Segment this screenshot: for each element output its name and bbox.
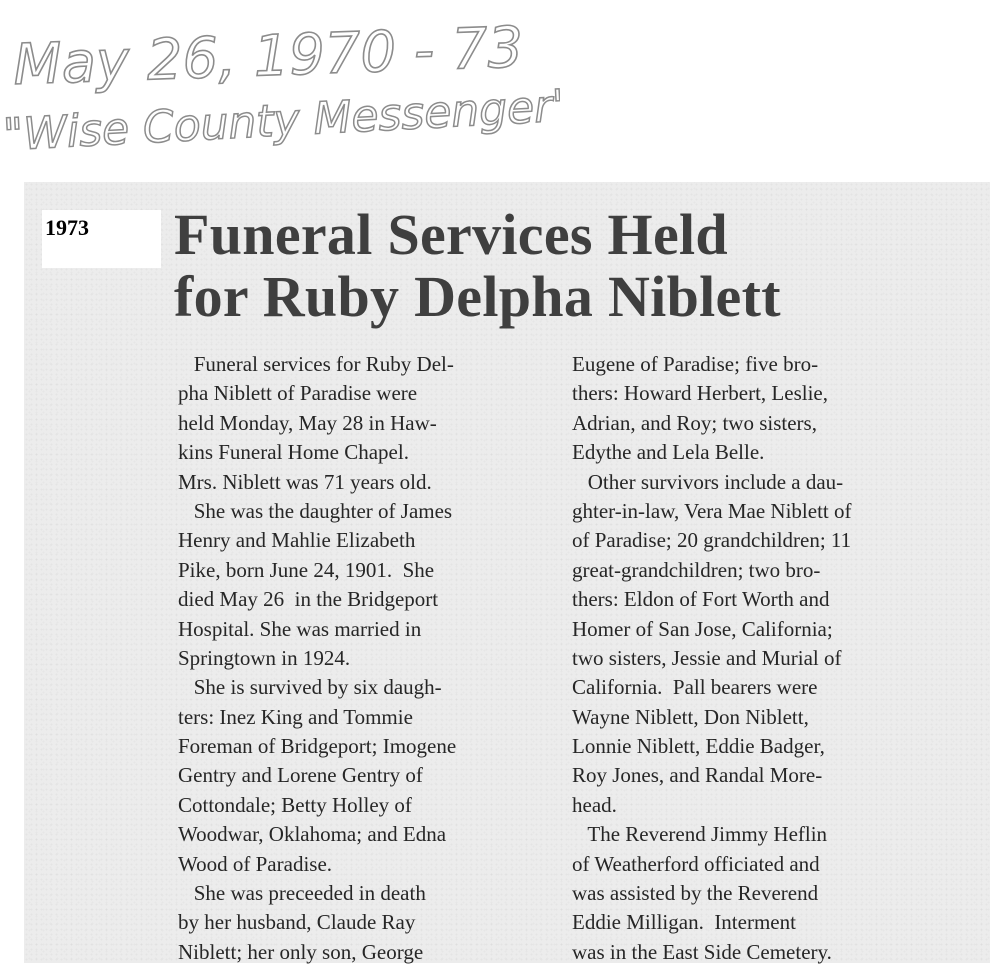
article-text-line: California. Pall bearers were (572, 675, 818, 700)
article-text-line: Springtown in 1924. (178, 645, 351, 670)
article-text-line: Wayne Niblett, Don Niblett, (572, 704, 809, 729)
article-text-line: Niblett; her only son, George (178, 939, 424, 964)
article-text-line: Lonnie Niblett, Eddie Badger, (572, 734, 825, 759)
article-text-line: Roy Jones, and Randal More- (572, 763, 823, 788)
article-text-line: thers: Eldon of Fort Worth and (572, 587, 830, 612)
article-text-line: held Monday, May 28 in Haw- (178, 410, 437, 435)
handwritten-date: May 26, 1970 - 73 (12, 15, 525, 98)
article-text-line: two sisters, Jessie and Murial of (572, 645, 842, 670)
article-text-line: Other survivors include a dau- (572, 469, 844, 494)
article-text-line: head. (572, 792, 617, 817)
article-text-line: Eddie Milligan. Interment (572, 910, 796, 935)
year-label: 1973 (42, 210, 161, 268)
handwritten-note (0, 0, 560, 180)
article-text-line: She is survived by six daugh- (178, 675, 442, 700)
article-text-line: Foreman of Bridgeport; Imogene (178, 734, 457, 759)
article-text-line: thers: Howard Herbert, Leslie, (572, 381, 828, 406)
article-text-line: Edythe and Lela Belle. (572, 440, 765, 465)
article-text-line: pha Niblett of Paradise were (178, 381, 418, 406)
article-column-left (178, 350, 560, 967)
article-text-line: of Weatherford officiated and (572, 851, 820, 876)
article-text-line: Cottondale; Betty Holley of (178, 792, 412, 817)
headline-line-2: for Ruby Delpha Niblett (174, 264, 781, 329)
article-text-line: Wood of Paradise. (178, 851, 333, 876)
article-text-line: Mrs. Niblett was 71 years old. (178, 469, 432, 494)
handwritten-source: "Wise County Messenger" (1, 80, 560, 161)
article-text-line: Woodwar, Oklahoma; and Edna (178, 822, 447, 847)
article-text-line: Pike, born June 24, 1901. She (178, 557, 435, 582)
article-text-line: ters: Inez King and Tommie (178, 704, 413, 729)
article-text-line: kins Funeral Home Chapel. (178, 440, 409, 465)
article-text-line: Homer of San Jose, California; (572, 616, 833, 641)
article-column-right (572, 350, 986, 967)
article-text-line: of Paradise; 20 grandchildren; 11 (572, 528, 852, 553)
article-text-line: Adrian, and Roy; two sisters, (572, 410, 817, 435)
article-text-line: died May 26 in the Bridgeport (178, 587, 439, 612)
article-text-line: by her husband, Claude Ray (178, 910, 416, 935)
article-text-line: great-grandchildren; two bro- (572, 557, 821, 582)
article-text-line: Eugene of Paradise; five bro- (572, 352, 819, 376)
article-text-line: Funeral services for Ruby Del- (178, 352, 454, 376)
article-text-line: Hospital. She was married in (178, 616, 422, 641)
article-text-line: ghter-in-law, Vera Mae Niblett of (572, 498, 852, 523)
article-text-line: was assisted by the Reverend (572, 881, 819, 906)
article-headline (174, 204, 974, 328)
article-text-line: Gentry and Lorene Gentry of (178, 763, 423, 788)
article-text-line: She was the daughter of James (178, 498, 453, 523)
article-text-line: She was preceeded in death (178, 881, 426, 906)
article-text-line: The Reverend Jimmy Heflin (572, 822, 828, 847)
article-text-line: Henry and Mahlie Elizabeth (178, 528, 416, 553)
article-text-line: was in the East Side Cemetery. (572, 939, 832, 964)
headline-line-1: Funeral Services Held (174, 202, 728, 267)
